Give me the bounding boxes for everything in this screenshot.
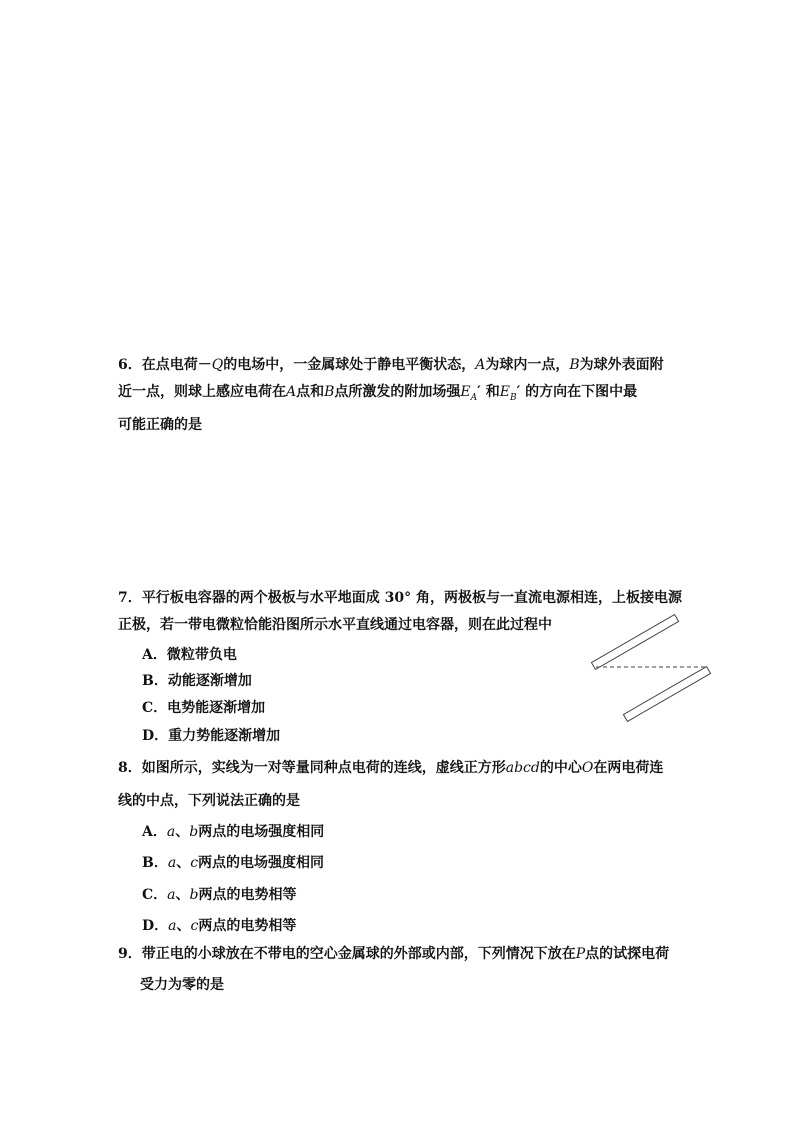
q8-option-c: C．a、b两点的电势相等 — [142, 887, 297, 903]
q7-option-c: C．电势能逐渐增加 — [142, 700, 266, 716]
q9-number: 9． — [118, 946, 142, 962]
lower-plate — [623, 667, 710, 722]
q6-line-3: 可能正确的是 — [118, 416, 202, 433]
question-6 — [118, 352, 678, 439]
q8-line-1: 8．如图所示，实线为一对等量同种点电荷的连线，虚线正方形abcd的中心O在两电荷连 — [118, 760, 664, 776]
q6-number: 6． — [118, 357, 142, 373]
q7-line-2: 正极，若一带电微粒恰能沿图所示水平直线通过电容器，则在此过程中 — [118, 617, 552, 633]
q7-option-d: D．重力势能逐渐增加 — [142, 728, 281, 744]
capacitor-figure — [585, 612, 715, 722]
q8-option-b: B．a、c两点的电场强度相同 — [142, 855, 325, 871]
q7-line-1: 7．平行板电容器的两个极板与水平地面成 30° 角，两极板与一直流电源相连，上板接电源 — [118, 590, 682, 606]
q6-line-2: 近一点，则球上感应电荷在A点和B点所激发的附加场强$E_A'$ 和$E_B'$ 的方向在下图中最 — [118, 384, 638, 403]
question-8 — [118, 755, 678, 815]
q6-line-1: 6．在点电荷－Q的电场中，一金属球处于静电平衡状态，A为球内一点，B为球外表面附 — [118, 357, 664, 373]
q7-option-b: B．动能逐渐增加 — [142, 673, 252, 689]
q8-option-a: A．a、b两点的电场强度相同 — [142, 824, 325, 840]
upper-plate — [591, 615, 678, 670]
q9-line-2: 受力为零的是 — [140, 977, 224, 993]
q8-option-d: D．a、c两点的电势相等 — [142, 918, 297, 934]
q9-line-1: 9．带正电的小球放在不带电的空心金属球的外部或内部，下列情况下放在P点的试探电荷 — [118, 946, 670, 962]
question-9 — [118, 941, 678, 999]
q8-number: 8． — [118, 760, 142, 776]
q7-number: 7． — [118, 590, 142, 606]
q8-line-2: 线的中点，下列说法正确的是 — [118, 793, 300, 809]
q7-option-a: A．微粒带负电 — [142, 647, 237, 663]
